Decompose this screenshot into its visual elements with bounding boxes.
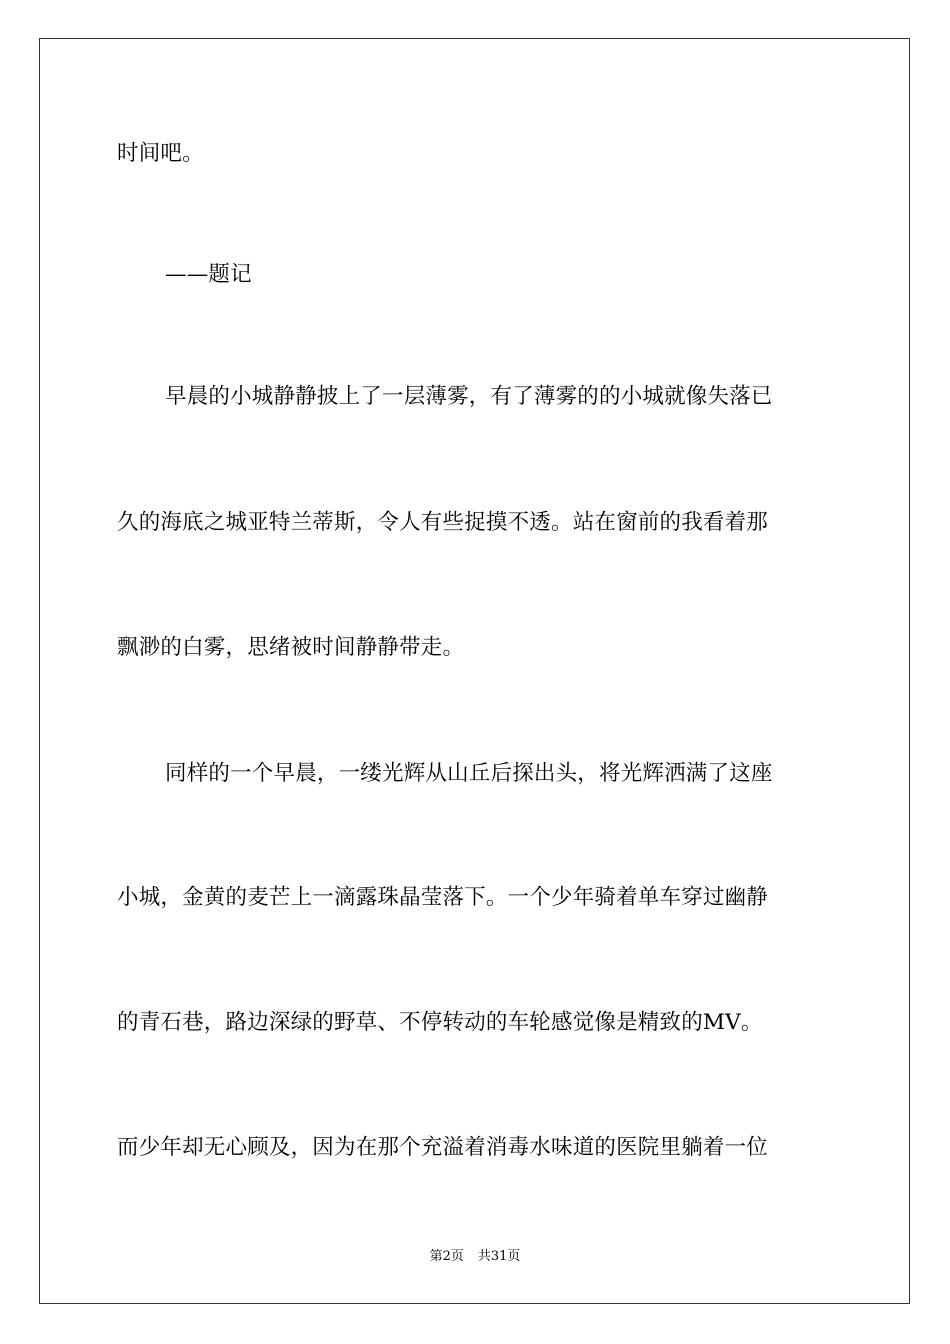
text-line-7: 小城，金黄的麦芒上一滴露珠晶莹落下。一个少年骑着单车穿过幽静	[117, 885, 769, 910]
total-pages: 共31页	[477, 1249, 521, 1264]
text-line-6: 同样的一个早晨，一缕光辉从山丘后探出头，将光辉洒满了这座	[165, 761, 773, 786]
text-line-9: 而少年却无心顾及，因为在那个充溢着消毒水味道的医院里躺着一位	[117, 1135, 769, 1160]
text-line-2: ——题记	[165, 262, 252, 287]
text-line-4: 久的海底之城亚特兰蒂斯，令人有些捉摸不透。站在窗前的我看着那	[117, 510, 769, 535]
text-line-3: 早晨的小城静静披上了一层薄雾，有了薄雾的的小城就像失落已	[165, 384, 773, 409]
page-footer	[0, 1248, 950, 1266]
text-line-8: 的青石巷，路边深绿的野草、不停转动的车轮感觉像是精致的MV。	[117, 1010, 763, 1035]
page-number: 第2页	[429, 1249, 464, 1264]
text-line-1: 时间吧。	[117, 141, 204, 166]
page-border	[39, 38, 910, 1304]
text-line-5: 飘渺的白雾，思绪被时间静静带走。	[117, 635, 465, 660]
